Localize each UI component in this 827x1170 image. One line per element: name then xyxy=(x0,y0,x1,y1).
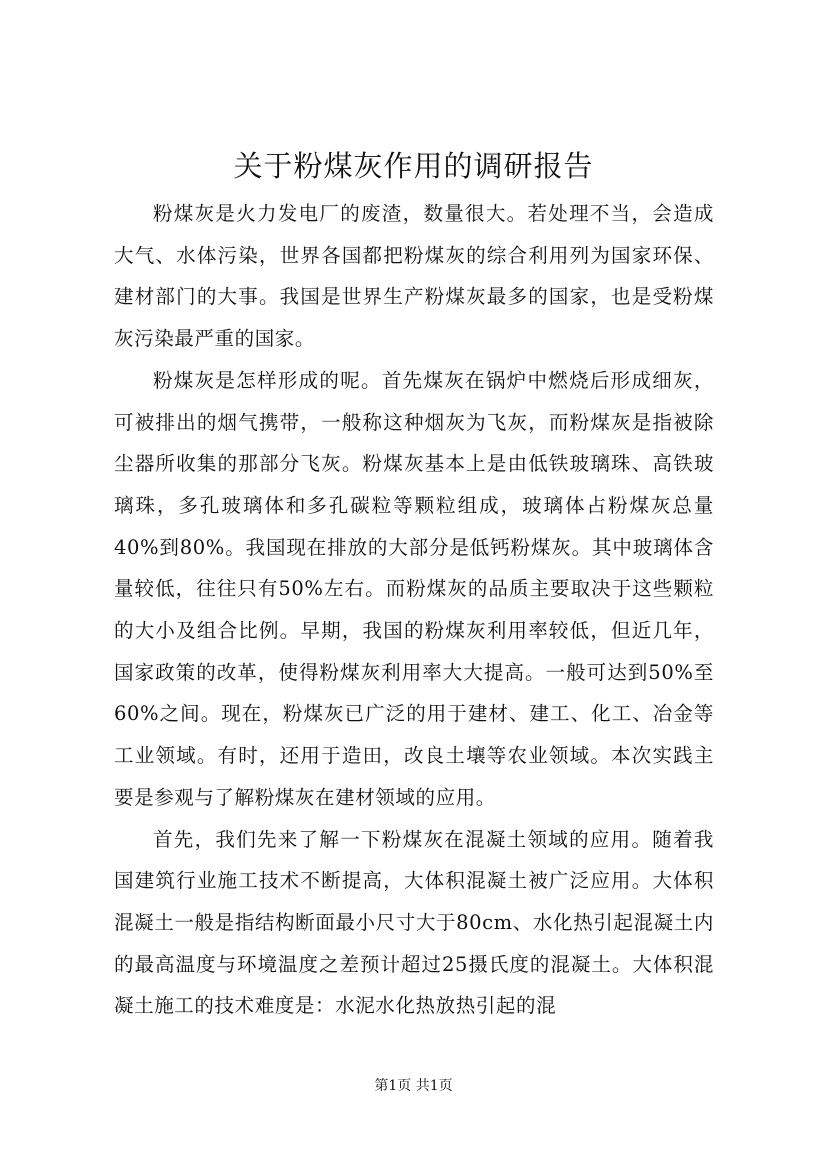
paragraph-2: 粉煤灰是怎样形成的呢。首先煤灰在锅炉中燃烧后形成细灰，可被排出的烟气携带，一般称这种烟灰为飞灰，而粉煤灰是指被除尘器所收集的那部分飞灰。粉煤灰基本上是由低铁玻璃珠、高铁玻璃珠，多孔玻璃体和多孔碳粒等颗粒组成，玻璃体占粉煤灰总量40%到80%。我国现在排放的大部分是低钙粉煤灰。其中玻璃体含量较低，往往只有50%左右。而粉煤灰的品质主要取决于这些颗粒的大小及组合比例。早期，我国的粉煤灰利用率较低，但近几年，国家政策的改革，使得粉煤灰利用率大大提高。一般可达到50%至60%之间。现在，粉煤灰已广泛的用于建材、建工、化工、冶金等工业领域。有时，还用于造田，改良土壤等农业领域。本次实践主要是参观与了解粉煤灰在建材领域的应用。 xyxy=(114,368,714,809)
document-title: 关于粉煤灰作用的调研报告 xyxy=(233,149,594,183)
paragraph-1: 粉煤灰是火力发电厂的废渣，数量很大。若处理不当，会造成大气、水体污染，世界各国都把粉煤灰的综合利用列为国家环保、建材部门的大事。我国是世界生产粉煤灰最多的国家，也是受粉煤灰污染最严重的国家。 xyxy=(114,202,714,351)
paragraph-3: 首先，我们先来了解一下粉煤灰在混凝土领域的应用。随着我国建筑行业施工技术不断提高，大体积混凝土被广泛应用。大体积混凝土一般是指结构断面最小尺寸大于80cm、水化热引起混凝土内的最高温度与环境温度之差预计超过25摄氏度的混凝土。大体积混凝土施工的技术难度是：水泥水化热放热引起的混 xyxy=(114,827,714,1018)
document-body xyxy=(114,193,714,1027)
page-footer: 第1页 共1页 xyxy=(374,1078,453,1094)
